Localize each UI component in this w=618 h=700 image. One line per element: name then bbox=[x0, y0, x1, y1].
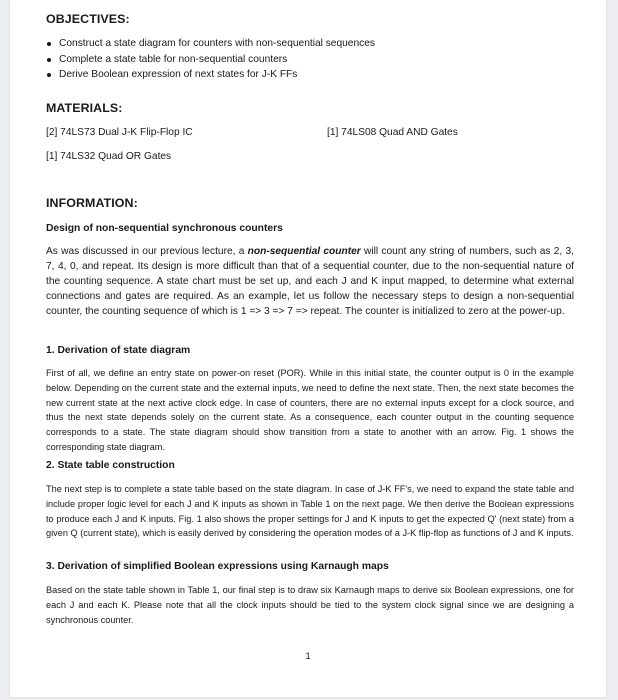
objective-item: Complete a state table for non-sequential counters bbox=[46, 52, 574, 68]
objectives-heading: OBJECTIVES: bbox=[46, 12, 130, 26]
material-item: [1] 74LS08 Quad AND Gates bbox=[327, 127, 458, 138]
document-page bbox=[10, 0, 606, 697]
section-title: 2. State table construction bbox=[46, 460, 175, 471]
material-item: [1] 74LS32 Quad OR Gates bbox=[46, 151, 172, 162]
objectives-list bbox=[46, 36, 574, 83]
intro-paragraph: As was discussed in our previous lecture, a non-sequential counter will count any string of numbers, such as 2, 3, 7, 4, 0, and repeat. Its design is more difficult than that of a sequential counter, due to the non-sequential nature of the counting sequence. A state chart must be set up, and each J and K input mapped, to determine what external connections and gates are required. As an example, let us follow the necessary steps to design a non-sequential counter, the counting sequence of which is 1 => 3 => 7 => repeat. The counter is initialized to zero at the power-up. bbox=[46, 246, 575, 317]
section-body: Based on the state table shown in Table 1, our final step is to draw six Karnaugh maps to derive six Boolean expressions, one for each J and each K. Please note that all the clock inputs should be tied to the system clock signal since we are designing a synchronous counter. bbox=[46, 585, 574, 625]
section-body: The next step is to complete a state table based on the state diagram. In case of J-K FF's, we need to expand the state table and include proper logic level for each J and K inputs as shown in Table 1 on the next page. We then derive the Boolean expressions to produce each J and K inputs. Fig. 1 also shows the proper settings for J and K inputs to get the expected Q' (next state) from a given Q (current state), which is easily derived by considering the operation modes of a J-K flip-flop as functions of J and K inputs. bbox=[46, 484, 574, 539]
section-title: 1. Derivation of state diagram bbox=[46, 345, 191, 356]
section-title: 3. Derivation of simplified Boolean expressions using Karnaugh maps bbox=[46, 561, 389, 572]
information-subheading: Design of non-sequential synchronous counters bbox=[46, 223, 283, 234]
section-body: First of all, we define an entry state on power-on reset (POR). While in this initial state, the counter output is 0 in the example below. Depending on the current state and the external inputs, we need to define the next state. Then, the next state becomes the new current state at the next active clock edge. In case of counters, there are no external inputs except for a clock source, and thus the next state depends solely on the current state. As a consequence, each counter output in the counting sequence corresponds to a state. The state diagram should show transition from a state to another with an arrow. Fig. 1 shows the corresponding state diagram. bbox=[46, 368, 574, 452]
material-item: [2] 74LS73 Dual J-K Flip-Flop IC bbox=[46, 127, 193, 138]
page-number: 1 bbox=[305, 651, 311, 661]
objective-item: Construct a state diagram for counters with non-sequential sequences bbox=[46, 36, 574, 52]
emphasis-term: non-sequential counter bbox=[247, 246, 361, 257]
information-heading: INFORMATION: bbox=[46, 196, 138, 210]
objective-item: Derive Boolean expression of next states for J-K FFs bbox=[46, 67, 574, 83]
materials-heading: MATERIALS: bbox=[46, 101, 123, 115]
